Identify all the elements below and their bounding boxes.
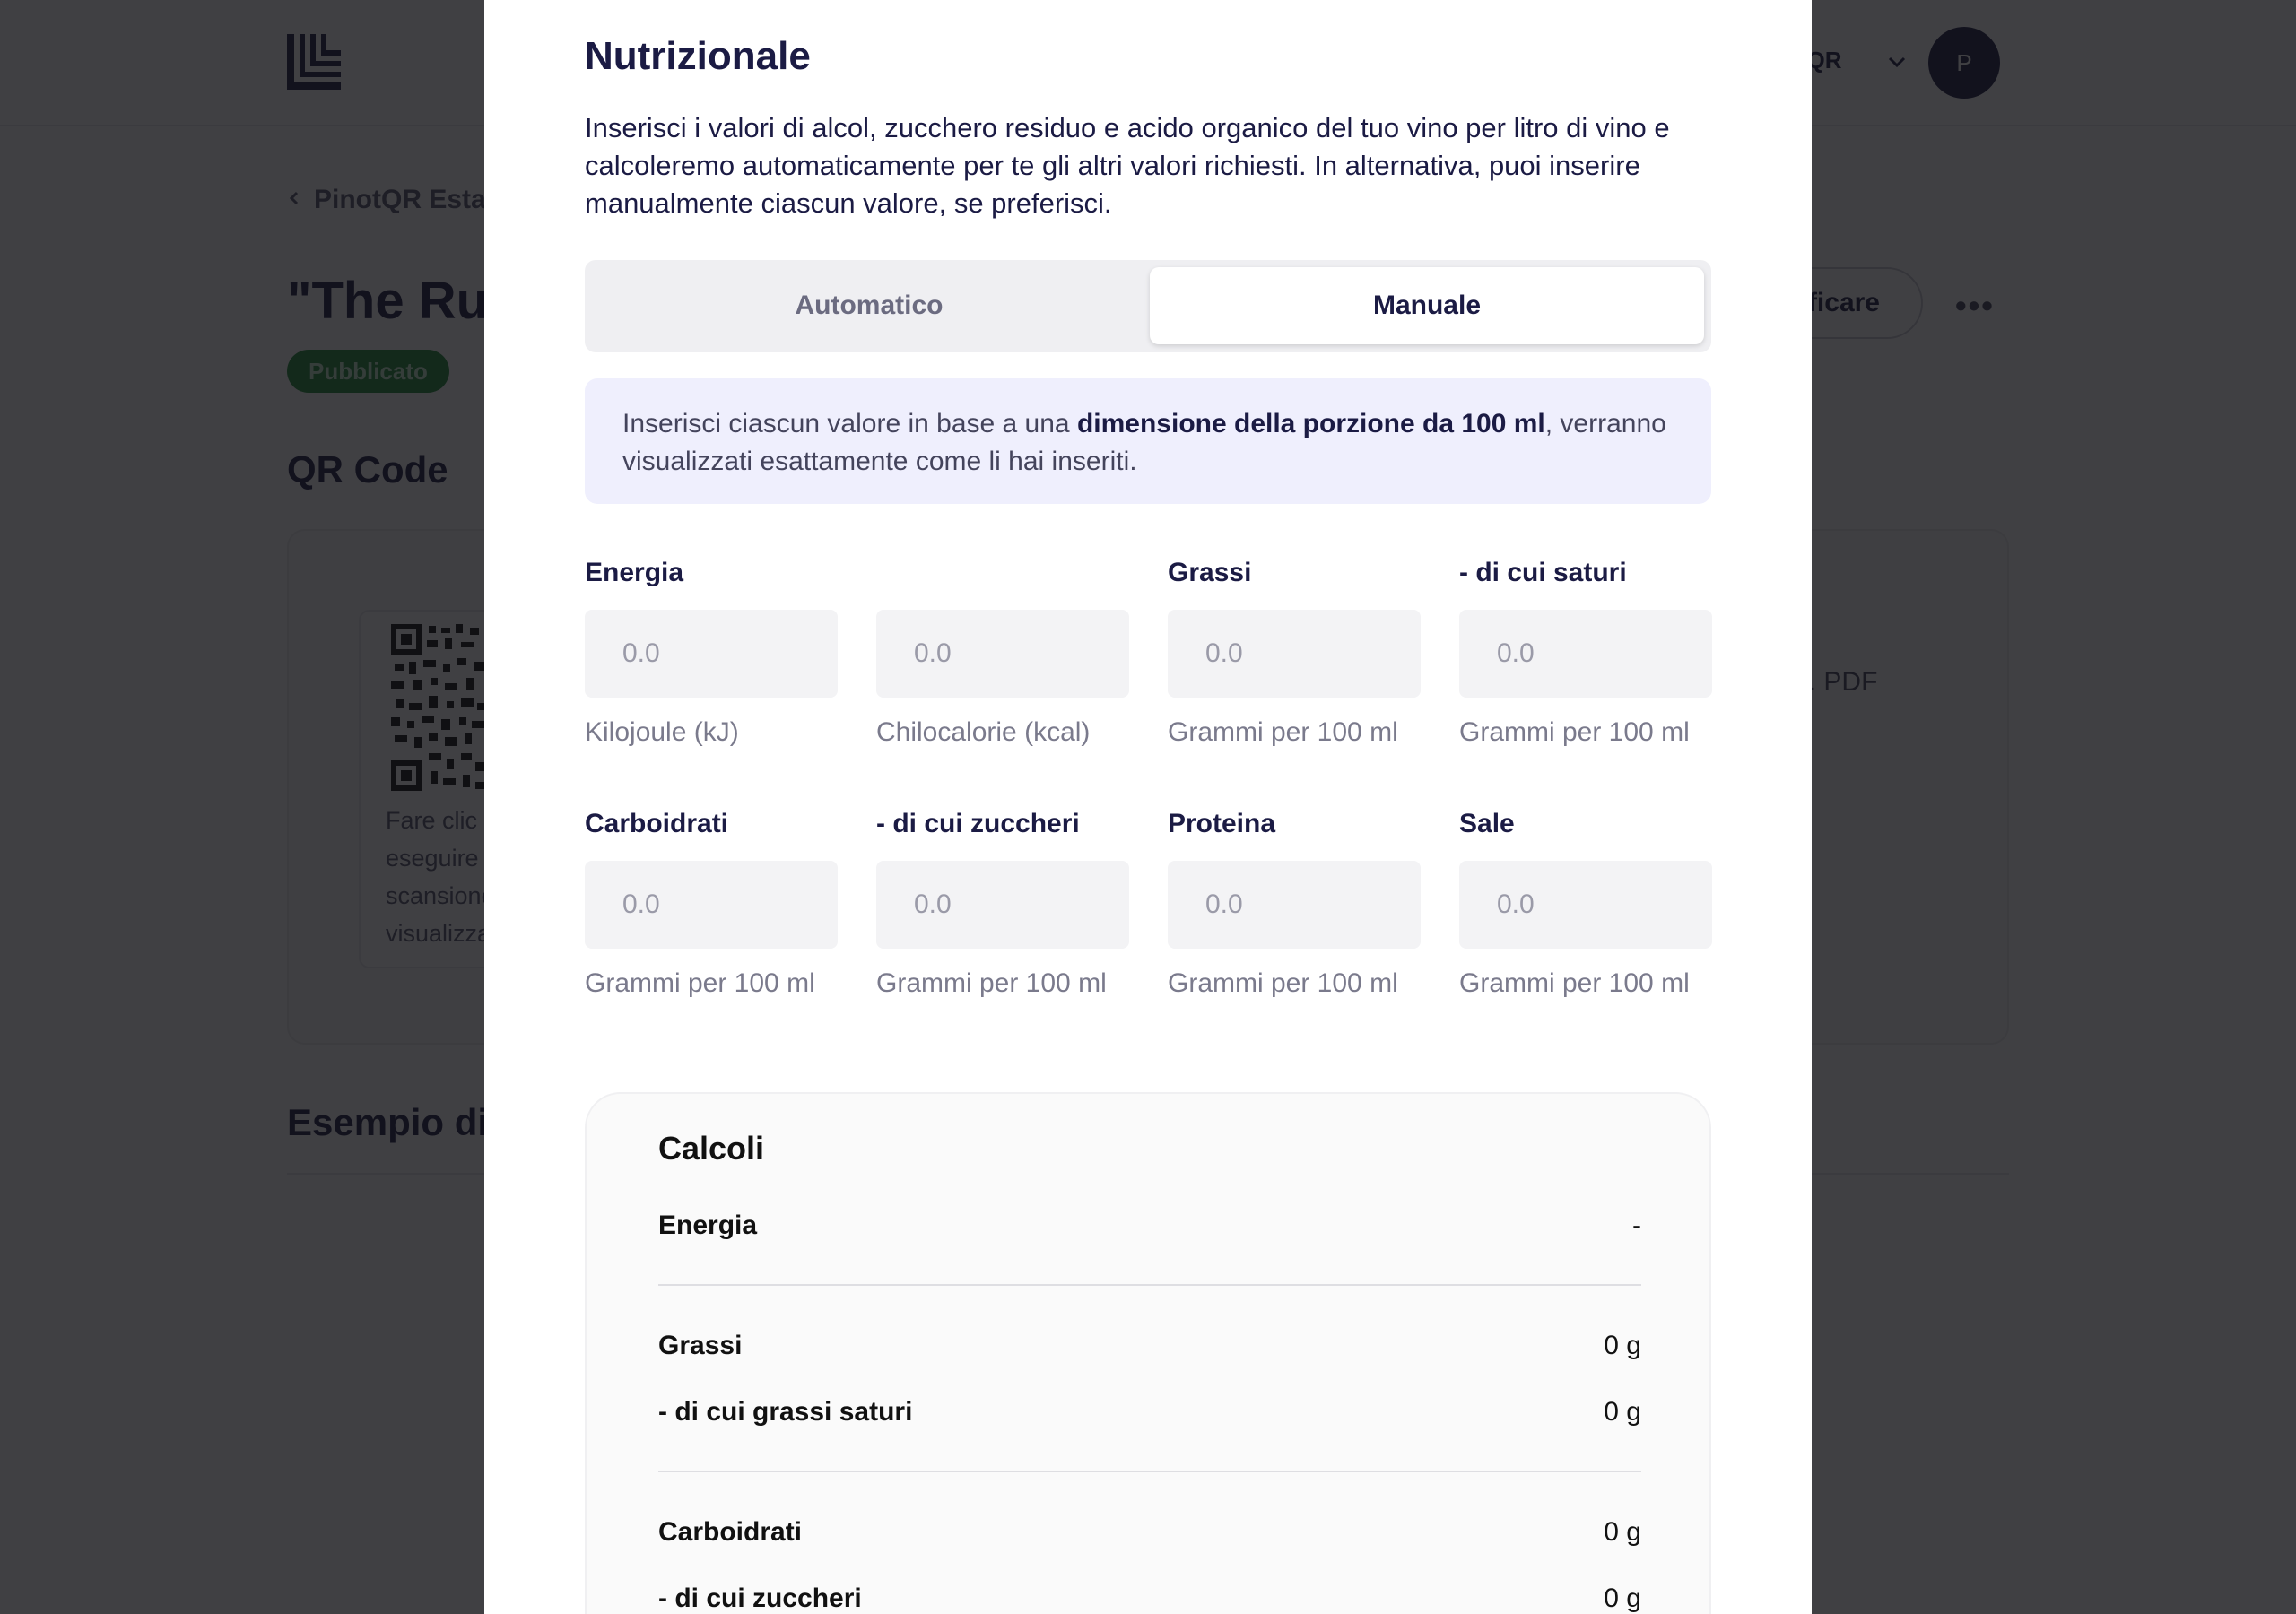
info-text-bold: dimensione della porzione da 100 ml (1076, 409, 1545, 438)
info-banner (585, 378, 1711, 504)
energy-kcal-label (876, 558, 1131, 594)
energy-kj-input[interactable] (585, 610, 838, 698)
divider (658, 1284, 1641, 1286)
sugars-input[interactable] (876, 861, 1129, 949)
salt-input[interactable] (1459, 861, 1712, 949)
carbs-unit: Grammi per 100 ml (585, 968, 815, 998)
calc-row-value: 0 g (1604, 1584, 1641, 1613)
calc-row-value: 0 g (1604, 1397, 1641, 1427)
calc-row-label: - di cui zuccheri (658, 1584, 862, 1613)
fat-field (1168, 558, 1422, 747)
mode-tabs (585, 260, 1711, 352)
calc-row-carbs (658, 1517, 1641, 1553)
calc-row-label: Carboidrati (658, 1517, 803, 1547)
calc-row-saturated (658, 1397, 1641, 1433)
fat-unit: Grammi per 100 ml (1168, 717, 1398, 747)
protein-field (1168, 809, 1422, 998)
carbs-input[interactable] (585, 861, 838, 949)
sugars-field (876, 809, 1131, 998)
carbs-label: Carboidrati (585, 809, 729, 838)
calc-row-value: 0 g (1604, 1517, 1641, 1547)
modal-description: Inserisci i valori di alcol, zucchero residuo e acido organico del tuo vino per litro di vino e calcoleremo automaticamente per te gli altri valori richiesti. In alternativa, puoi inserire manualmente ciascun valore, se preferisci. (585, 112, 1670, 219)
calc-row-label: - di cui grassi saturi (658, 1397, 913, 1427)
energy-kj-unit: Kilojoule (kJ) (585, 717, 739, 747)
fat-input[interactable] (1168, 610, 1421, 698)
energy-kcal-input[interactable] (876, 610, 1129, 698)
sugars-label: - di cui zuccheri (876, 809, 1080, 838)
protein-label: Proteina (1168, 809, 1276, 838)
divider (658, 1471, 1641, 1472)
calc-row-value: 0 g (1604, 1331, 1641, 1360)
calc-row-label: Energia (658, 1210, 758, 1240)
saturated-label: - di cui saturi (1459, 558, 1627, 587)
calc-row-sugars (658, 1584, 1641, 1614)
energy-label: Energia (585, 558, 684, 587)
salt-field (1459, 809, 1714, 998)
salt-unit: Grammi per 100 ml (1459, 968, 1690, 998)
saturated-input[interactable] (1459, 610, 1712, 698)
nutrition-modal (484, 0, 1812, 1614)
info-text-end: , verranno visualizzati esattamente come li hai inseriti. (622, 409, 1666, 476)
calc-row-energy (658, 1210, 1641, 1246)
saturated-unit: Grammi per 100 ml (1459, 717, 1690, 747)
energy-kcal-unit: Chilocalorie (kcal) (876, 717, 1091, 747)
protein-unit: Grammi per 100 ml (1168, 968, 1398, 998)
energy-kj-field (585, 558, 839, 747)
salt-label: Sale (1459, 809, 1515, 838)
tab-automatic[interactable]: Automatico (795, 291, 944, 320)
carbs-field (585, 809, 839, 998)
protein-input[interactable] (1168, 861, 1421, 949)
calculations-title: Calcoli (658, 1130, 765, 1167)
fat-label: Grassi (1168, 558, 1252, 587)
energy-kcal-field (876, 558, 1131, 747)
modal-title: Nutrizionale (585, 34, 811, 78)
sugars-unit: Grammi per 100 ml (876, 968, 1107, 998)
tab-manual[interactable]: Manuale (1150, 267, 1704, 344)
calculations-card (585, 1092, 1711, 1614)
calc-row-value: - (1632, 1210, 1641, 1240)
saturated-field (1459, 558, 1714, 747)
calc-row-label: Grassi (658, 1331, 743, 1360)
info-text-start: Inserisci ciascun valore in base a una (622, 409, 1077, 438)
calc-row-fat (658, 1331, 1641, 1367)
